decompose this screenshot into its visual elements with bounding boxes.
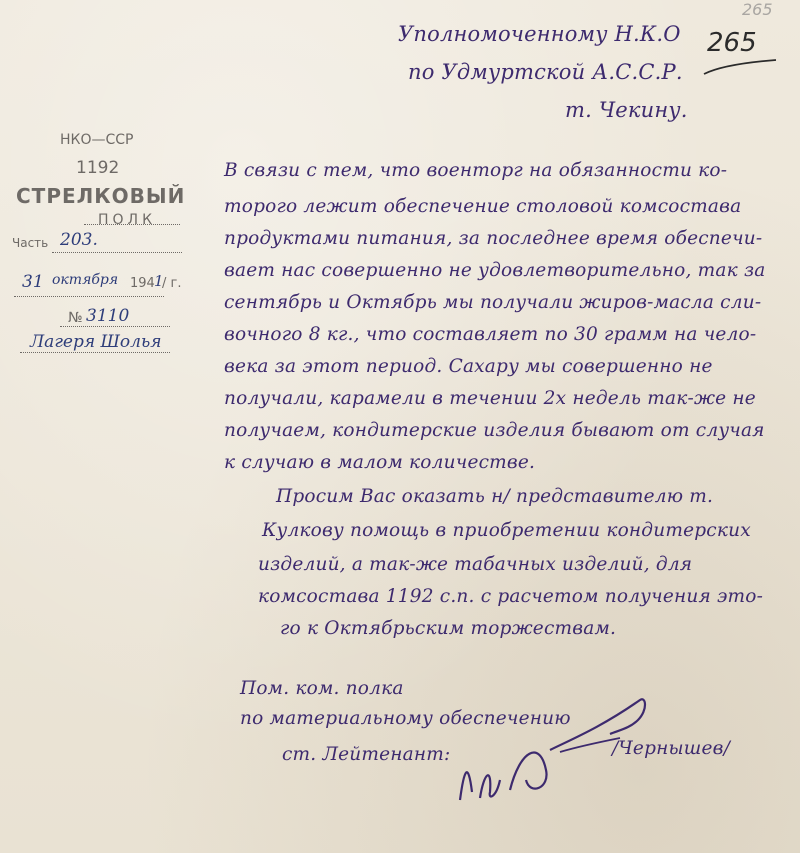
stamp-number-label: № [68,310,83,326]
body-line-4: вает нас совершенно не удовлетворительно, так за [224,260,766,281]
stamp-part-underline [52,252,182,254]
stamp-divider [84,224,180,226]
request-line-5: го к Октябрьским торжествам. [280,618,617,639]
body-line-6: вочного 8 кг., что составляет по 30 грамм на чело- [224,324,757,345]
stamp-part-label: Часть [12,236,49,250]
body-line-3: продуктами питания, за последнее время обеспечи- [224,228,763,249]
body-line-8: получали, карамели в течении 2х недель так-же не [224,388,756,409]
request-line-4: комсостава 1192 с.п. с расчетом получения это- [258,586,764,607]
request-line-3: изделий, а так-же табачных изделий, для [258,554,693,575]
body-line-1: В связи с тем, что военторг на обязанности ко- [224,160,728,181]
stamp-unit-type: СТРЕЛКОВЫЙ [16,184,186,208]
request-line-1: Просим Вас оказать н/ представителю т. [276,486,714,507]
stamp-date-year: 194 [130,276,155,291]
stamp-place: Лагеря Шолья [30,332,162,352]
request-line-2: Кулкову помощь в приобретении кондитерских [262,520,751,541]
body-line-2: торого лежит обеспечение столовой комсостава [224,196,742,217]
stamp-date-underline [14,296,164,298]
signature-line-1: Пом. ком. полка [240,678,404,699]
body-line-10: к случаю в малом количестве. [224,452,536,473]
stamp-place-underline [20,352,170,354]
body-line-7: века за этот период. Сахару мы совершенно не [224,356,713,377]
stamp-part-value: 203. [60,230,98,250]
signature-line-3: ст. Лейтенант: [282,744,451,765]
stamp-date-month: октября [52,272,119,288]
stamp-number-value: 3110 [86,306,130,326]
body-line-9: получаем, кондитерские изделия бывают от случая [224,420,765,441]
archive-number-underline [700,56,780,80]
stamp-unit-number: 1192 [76,158,120,178]
addressee-line-1: Уполномоченному Н.К.О [398,22,681,46]
archive-sheet-number: 265 [707,28,757,58]
body-line-5: сентябрь и Октябрь мы получали жиров-масла сли- [224,292,762,313]
signature-name: /Чернышев/ [612,738,731,759]
signature-line-2: по материальному обеспечению [240,708,571,729]
addressee-line-3: т. Чекину. [565,98,688,122]
addressee-line-2: по Удмуртской А.С.С.Р. [408,60,683,84]
archive-sheet-number-faint: 265 [742,0,773,19]
stamp-date-day: 31 [22,272,44,292]
stamp-date-suffix: / г. [162,276,182,291]
stamp-date-year-hw: 1 [154,272,164,290]
stamp-number-underline [60,326,170,328]
stamp-unit-kind: ПОЛК [98,212,157,228]
handwritten-signature [450,680,670,810]
stamp-org: НКО—ССР [60,132,134,148]
